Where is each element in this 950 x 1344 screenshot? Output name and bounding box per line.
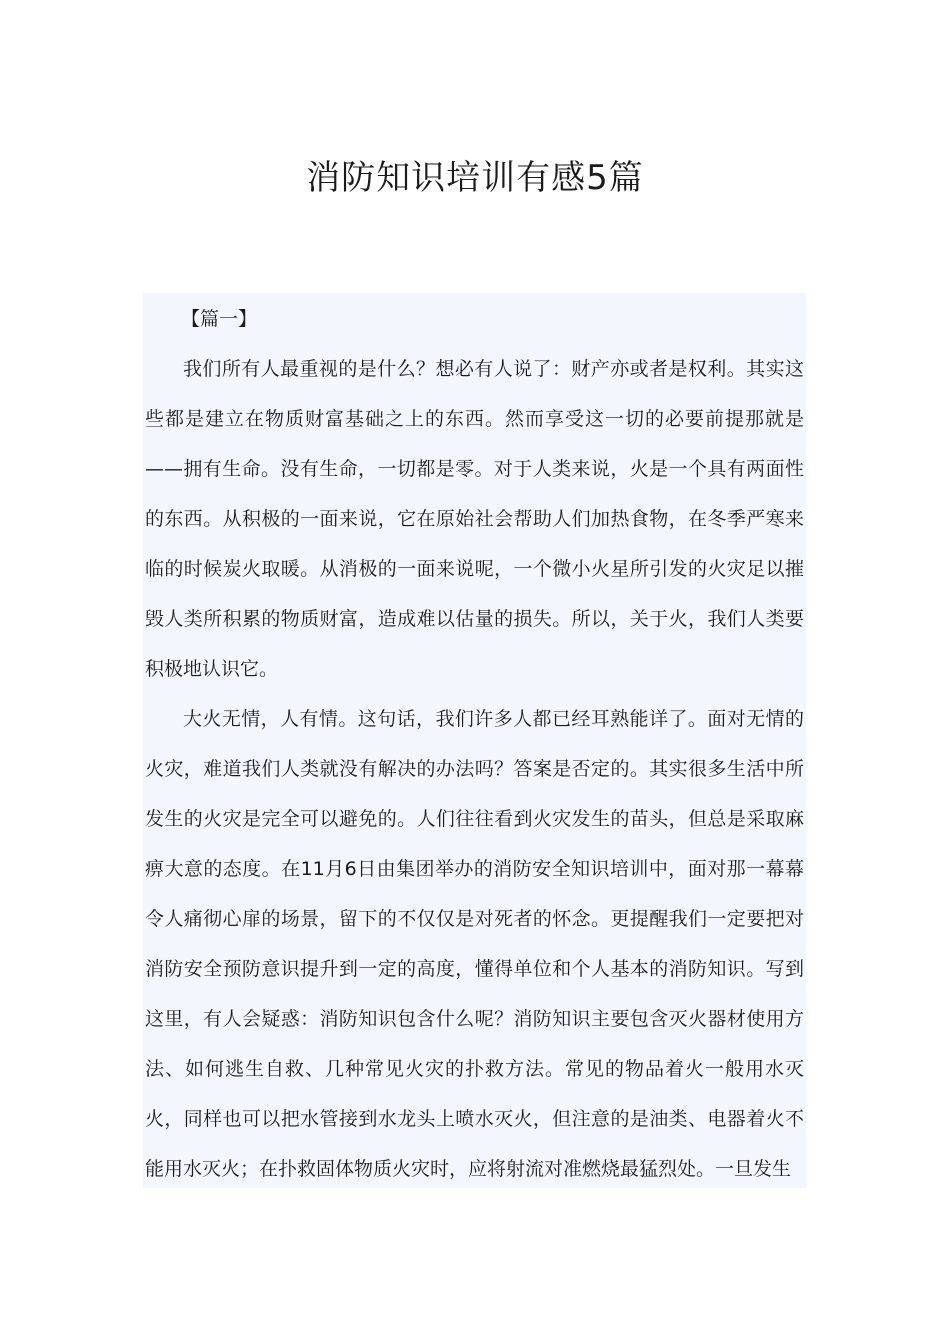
paragraph-1: 我们所有人最重视的是什么？想必有人说了：财产亦或者是权利。其实这些都是建立在物质财富基础之上的东西。然而享受这一切的必要前提那就是——拥有生命。没有生命，一切都是零。对于人类来说，火是一个具有两面性的东西。从积极的一面来说，它在原始社会帮助人们加热食物，在冬季严寒来临的时候炭火取暖。从消极的一面来说呢，一个微小火星所引发的火灾足以摧毁人类所积累的物质财富，造成难以估量的损失。所以，关于火，我们人类要积极地认识它。: [145, 358, 804, 680]
paragraph-2: 大火无情，人有情。这句话，我们许多人都已经耳熟能详了。面对无情的火灾，难道我们人类就没有解决的办法吗？答案是否定的。其实很多生活中所发生的火灾是完全可以避免的。人们往往看到火灾发生的苗头，但总是采取麻痹大意的态度。在11月6日由集团举办的消防安全知识培训中，面对那一幕幕令人痛彻心扉的场景，留下的不仅仅是对死者的怀念。更提醒我们一定要把对消防安全预防意识提升到一定的高度，懂得单位和个人基本的消防知识。写到这里，有人会疑惑：消防知识包含什么呢？消防知识主要包含灭火器材使用方法、如何逃生自救、几种常见火灾的扑救方法。常见的物品着火一般用水灭火，同样也可以把水管接到水龙头上喷水灭火，但注意的是油类、电器着火不能用水灭火；在扑救固体物质火灾时，应将射流对准燃烧最猛烈处。一旦发生: [145, 708, 804, 1180]
document-body: [143, 293, 806, 1188]
section-heading: 【篇一】: [181, 308, 258, 330]
page-title: 消防知识培训有感5篇: [306, 158, 644, 198]
